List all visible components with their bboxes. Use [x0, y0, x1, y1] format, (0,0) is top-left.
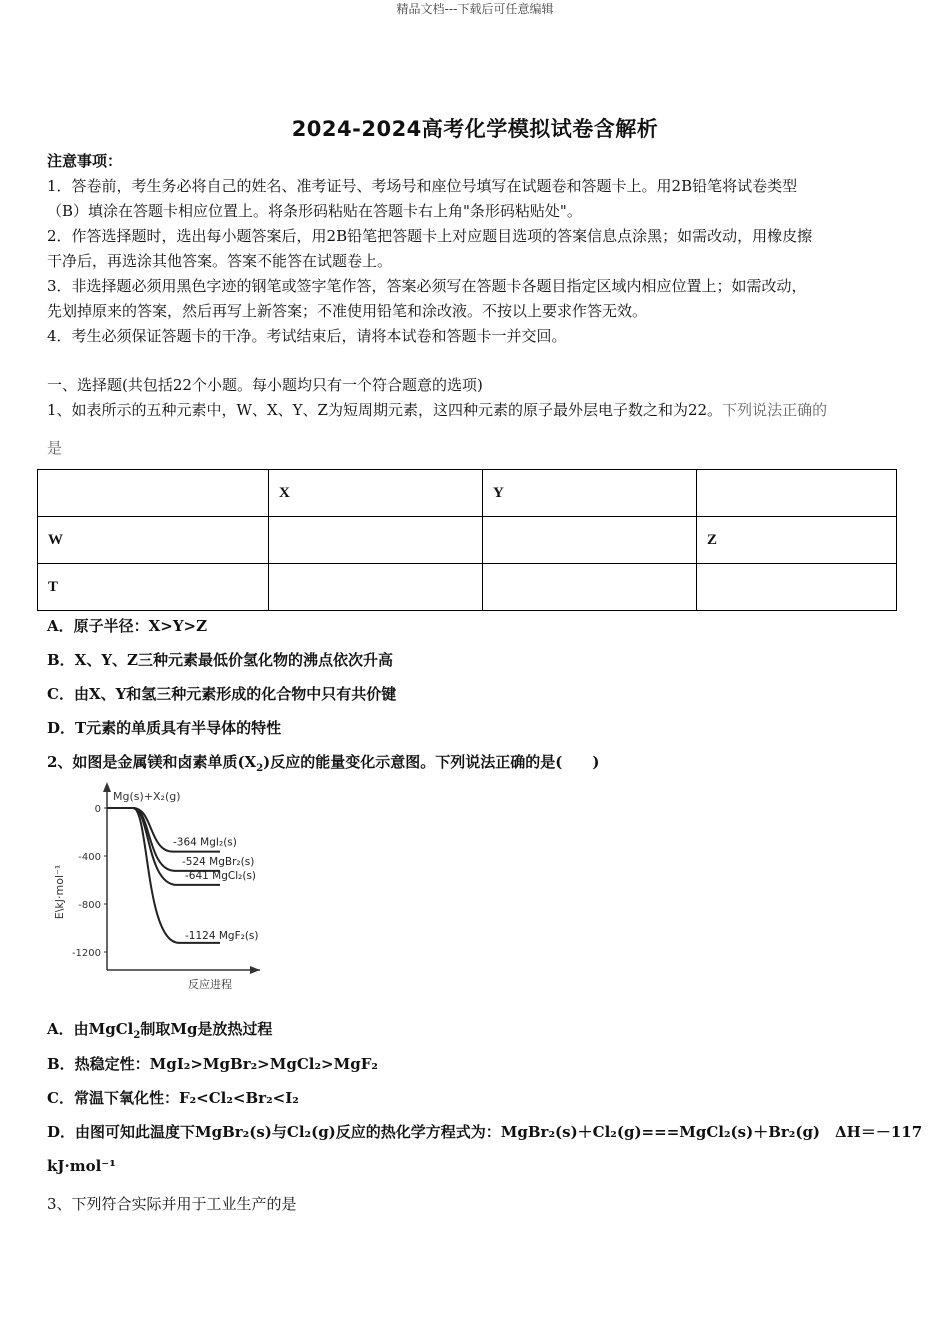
q2-option-b: B．热稳定性：MgI₂>MgBr₂>MgCl₂>MgF₂ — [47, 1055, 378, 1073]
table-cell: W — [38, 517, 269, 564]
table-cell: X — [269, 470, 483, 517]
table-cell: T — [38, 564, 269, 611]
q2-option-d-line1: D．由图可知此温度下MgBr₂(s)与Cl₂(g)反应的热化学方程式为：MgBr₂(s)＋Cl₂(g)===MgCl₂(s)＋Br₂(g) ΔH＝－117 — [47, 1123, 923, 1141]
section-heading: 一、选择题(共包括22个小题。每小题均只有一个符合题意的选项) — [47, 376, 483, 394]
notice-heading: 注意事项： — [47, 152, 123, 170]
table-row — [38, 564, 897, 611]
notice-item-4: 4．考生必须保证答题卡的干净。考试结束后，请将本试卷和答题卡一并交回。 — [47, 327, 567, 345]
energy-chart — [45, 780, 285, 995]
q1-stem-part1: 1、如表所示的五种元素中，W、X、Y、Z为短周期元素，这四种元素的原子最外层电子数之和为22。 — [47, 401, 723, 419]
q2-stem-sub: 2 — [256, 763, 264, 774]
element-table — [37, 469, 897, 611]
y-tick-label: 0 — [94, 804, 101, 815]
x-axis-arrow — [250, 966, 260, 974]
table-cell — [483, 517, 697, 564]
q2-stem-post: )反应的能量变化示意图。下列说法正确的是( ) — [263, 753, 600, 771]
y-axis-arrow — [103, 782, 111, 792]
y-tick-label: -800 — [78, 900, 101, 911]
q1-option-a: A．原子半径：X>Y>Z — [47, 617, 208, 635]
q3-stem: 3、下列符合实际并用于工业生产的是 — [47, 1195, 297, 1213]
table-row — [38, 517, 897, 564]
table-cell — [697, 470, 897, 517]
notice-item-3-line-2: 先划掉原来的答案，然后再写上新答案；不准使用铅笔和涂改液。不按以上要求作答无效。 — [47, 302, 648, 320]
q2-stem — [47, 751, 599, 774]
table-cell — [269, 564, 483, 611]
series-label: -364 MgI₂(s) — [173, 836, 237, 849]
notice-item-2-line-1: 2．作答选择题时，选出每小题答案后，用2B铅笔把答题卡上对应题目选项的答案信息点涂黑；如需改动，用橡皮擦 — [47, 227, 813, 245]
y-tick-label: -1200 — [71, 948, 101, 959]
table-cell — [697, 564, 897, 611]
q1-option-d: D．T元素的单质具有半导体的特性 — [47, 719, 282, 737]
header-note: 精品文档---下载后可任意编辑 — [396, 2, 554, 16]
table-cell: Y — [483, 470, 697, 517]
table-cell — [38, 470, 269, 517]
notice-item-1-line-1: 1．答卷前，考生务必将自己的姓名、准考证号、考场号和座位号填写在试题卷和答题卡上。用2B铅笔将试卷类型 — [47, 177, 798, 195]
notice-item-1-line-2: （B）填涂在答题卡相应位置上。将条形码粘贴在答题卡右上角"条形码粘贴处"。 — [47, 202, 582, 220]
y-tick-label: -400 — [78, 852, 101, 863]
series-label: -524 MgBr₂(s) — [182, 855, 255, 868]
q1-option-c: C．由X、Y和氢三种元素形成的化合物中只有共价键 — [47, 685, 397, 703]
q2-option-a — [47, 1018, 272, 1041]
table-cell — [483, 564, 697, 611]
table-cell — [269, 517, 483, 564]
q2-option-a-pre: A．由MgCl — [47, 1020, 134, 1038]
table-cell: Z — [697, 517, 897, 564]
series-label: -1124 MgF₂(s) — [185, 929, 259, 942]
start-label: Mg(s)+X₂(g) — [113, 790, 181, 803]
q1-stem-part2: 下列说法正确的 — [722, 401, 828, 419]
table-row — [38, 470, 897, 517]
q1-option-b: B．X、Y、Z三种元素最低价氢化物的沸点依次升高 — [47, 651, 393, 669]
q1-stem-line2: 是 — [47, 439, 63, 457]
q2-stem-pre: 2、如图是金属镁和卤素单质(X — [47, 753, 257, 771]
q1-stem — [47, 398, 907, 423]
x-axis-label: 反应进程 — [188, 978, 232, 991]
q2-option-d-line2: kJ·mol⁻¹ — [47, 1157, 116, 1175]
notice-item-3-line-1: 3．非选择题必须用黑色字迹的钢笔或签字笔作答，答案必须写在答题卡各题目指定区域内相应位置上；如需改动， — [47, 277, 807, 295]
q2-option-c: C．常温下氧化性：F₂<Cl₂<Br₂<I₂ — [47, 1089, 299, 1107]
q2-option-a-post: 制取Mg是放热过程 — [140, 1020, 273, 1038]
notice-item-2-line-2: 干净后，再选涂其他答案。答案不能答在试题卷上。 — [47, 252, 393, 270]
y-axis-label: E\kJ·mol⁻¹ — [53, 864, 66, 920]
series-label: -641 MgCl₂(s) — [185, 869, 257, 882]
page-title: 2024-2024高考化学模拟试卷含解析 — [291, 117, 659, 141]
q2-option-a-sub: 2 — [133, 1030, 141, 1041]
